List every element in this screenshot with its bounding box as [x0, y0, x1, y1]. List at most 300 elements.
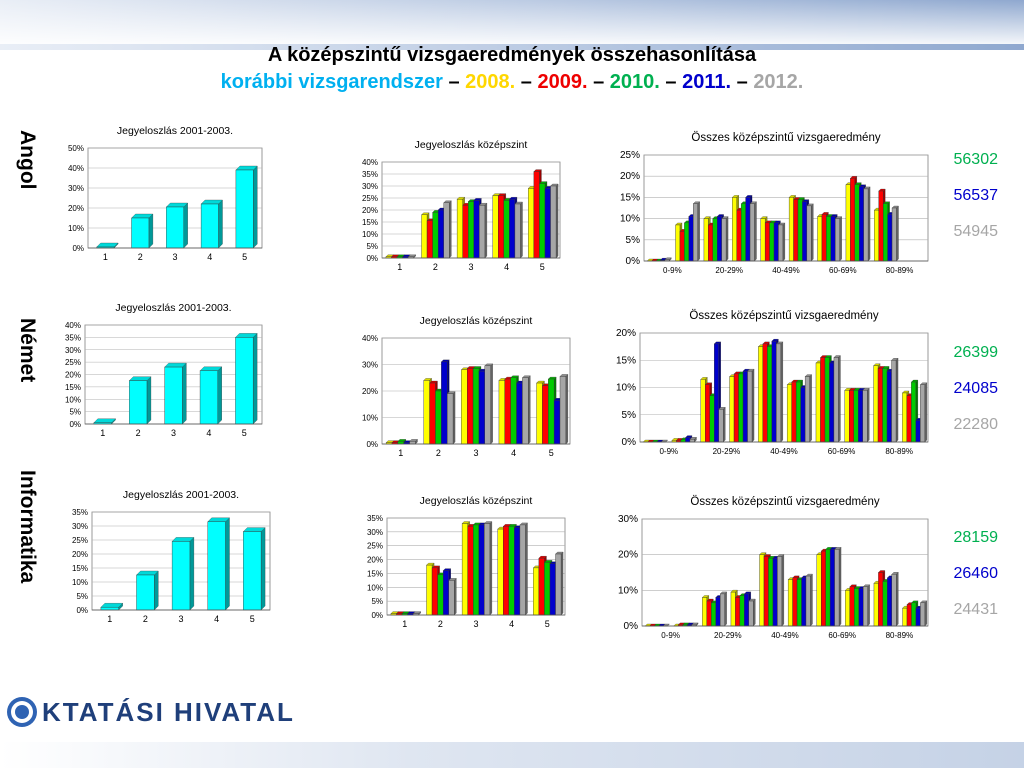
y-tick-label: 35% — [64, 333, 81, 343]
legend-2008: 2008. — [465, 71, 516, 93]
bar-2009.-2 — [427, 221, 433, 258]
y-tick-label: 10% — [64, 395, 81, 405]
bar-2011.-90-100% — [916, 420, 920, 442]
bar-2012.-60-69% — [835, 549, 839, 626]
bar-2008.-4 — [499, 380, 505, 444]
bar-korábbi vizsgarendszer-5 — [243, 532, 261, 610]
bar-side — [528, 376, 530, 444]
y-tick-label: 35% — [366, 514, 383, 523]
chart-nemet-ossz — [600, 290, 930, 460]
y-tick-label: 30% — [67, 184, 84, 193]
bar-2012.-5 — [560, 376, 566, 444]
bar-side — [218, 367, 222, 424]
bar-2012.-2 — [449, 580, 455, 615]
bar-2010.-30-39% — [740, 596, 744, 626]
bar-2010.-80-89% — [883, 581, 887, 626]
chart-angol-kozep — [340, 126, 570, 276]
y-tick-label: 20% — [67, 204, 84, 213]
bar-2012.-3 — [485, 366, 491, 444]
bar-side — [752, 369, 754, 442]
bar-2010.-10-19% — [684, 223, 688, 261]
bar-2010.-4 — [504, 200, 510, 258]
bar-2012.-70-79% — [863, 587, 867, 626]
bar-2008.-4 — [493, 196, 499, 258]
bar-side — [149, 214, 153, 248]
bar-2011.-70-79% — [859, 187, 863, 261]
bar-2009.-60-69% — [822, 214, 826, 261]
bar-korábbi vizsgarendszer-5 — [235, 337, 253, 424]
count-info-2010: 28159 — [953, 529, 998, 546]
bar-2010.-2 — [433, 212, 439, 258]
bar-2008.-30-39% — [730, 377, 734, 442]
count-nemet-2010: 26399 — [953, 344, 998, 361]
bar-2011.-2 — [441, 362, 447, 444]
y-tick-label: 25% — [361, 194, 378, 203]
bar-2011.-30-39% — [743, 371, 747, 442]
x-tick-label: 4 — [504, 262, 510, 272]
y-tick-label: 15% — [64, 382, 81, 392]
bar-2008.-90-100% — [902, 393, 906, 442]
bar-2009.-20-29% — [708, 225, 712, 261]
bar-side — [810, 574, 812, 626]
x-tick-label: 80-89% — [885, 631, 914, 640]
y-tick-label: 10% — [617, 585, 638, 597]
bar-2009.-60-69% — [820, 358, 824, 442]
count-nemet-2012: 22280 — [953, 416, 998, 433]
x-tick-label: 4 — [206, 428, 212, 438]
bar-side — [725, 592, 727, 626]
bar-side — [147, 377, 151, 424]
bar-2011.-20-29% — [716, 597, 720, 626]
bar-2009.-3 — [463, 205, 469, 258]
chart-angol-ossz — [600, 108, 930, 283]
x-tick-label: 1 — [107, 614, 113, 624]
bar-2009.-2 — [430, 383, 436, 444]
bar-korábbi vizsgarendszer-2 — [129, 381, 147, 424]
bar-2011.-80-89% — [888, 214, 892, 261]
bar-2012.-70-79% — [863, 390, 867, 442]
bar-2012.-4 — [520, 525, 526, 615]
y-tick-label: 20% — [361, 387, 378, 396]
y-tick-label: 25% — [619, 150, 640, 161]
bar-2010.-40-49% — [767, 347, 771, 442]
bar-2009.-60-69% — [821, 551, 825, 626]
bar-2012.-2 — [447, 394, 453, 444]
bar-korábbi vizsgarendszer-3 — [165, 367, 183, 424]
bar-side — [868, 585, 870, 626]
bar-2012.-20-29% — [722, 219, 726, 261]
bar-top — [165, 363, 187, 367]
bar-2009.-30-39% — [734, 374, 738, 442]
bar-2008.-3 — [457, 199, 463, 258]
x-tick-label: 2 — [432, 262, 438, 272]
bar-side — [490, 522, 492, 615]
bar-2009.-80-89% — [879, 191, 883, 261]
bar-2010.-50-59% — [796, 382, 800, 442]
x-tick-label: 0-9% — [661, 631, 680, 640]
x-tick-label: 5 — [544, 619, 550, 629]
bar-2010.-20-29% — [711, 603, 715, 626]
bar-side — [726, 217, 728, 261]
bar-side — [226, 518, 230, 610]
bar-top — [243, 528, 265, 532]
bar-2009.-40-49% — [763, 344, 767, 442]
y-tick-label: 30% — [366, 527, 383, 537]
bar-2008.-20-29% — [704, 219, 708, 261]
bar-side — [753, 599, 755, 626]
y-tick-label: 20% — [361, 206, 378, 215]
bar-top — [201, 200, 222, 204]
x-tick-label: 2 — [137, 252, 143, 262]
x-tick-label: 5 — [242, 252, 248, 262]
bar-side — [925, 601, 927, 626]
bar-2009.-30-39% — [737, 210, 741, 261]
chart-title: Jegyeloszlás középszint — [419, 495, 533, 507]
bar-2012.-2 — [444, 203, 450, 258]
bar-top — [94, 419, 116, 423]
x-tick-label: 20-29% — [715, 266, 743, 275]
legend-dash: – — [442, 71, 466, 93]
bar-side — [184, 203, 188, 248]
y-tick-label: 0% — [76, 606, 88, 615]
bar-2008.-60-69% — [818, 216, 822, 261]
bar-top — [236, 166, 257, 170]
bar-2012.-5 — [551, 186, 557, 258]
x-tick-label: 3 — [178, 614, 184, 624]
y-tick-label: 25% — [366, 541, 383, 551]
x-tick-label: 40-49% — [771, 631, 799, 640]
bar-2010.-30-39% — [741, 204, 745, 261]
bar-2009.-10-19% — [680, 231, 684, 261]
bar-2010.-60-69% — [826, 549, 830, 626]
x-tick-label: 1 — [397, 262, 403, 272]
bar-2010.-90-100% — [911, 603, 915, 626]
bar-2008.-50-59% — [788, 580, 792, 626]
count-info-2011: 26460 — [953, 565, 998, 582]
bar-korábbi vizsgarendszer-4 — [208, 522, 226, 610]
bar-2008.-2 — [422, 215, 428, 258]
bar-2010.-90-100% — [911, 382, 915, 442]
x-tick-label: 40-49% — [770, 447, 798, 456]
bar-2008.-40-49% — [761, 219, 765, 261]
bar-2009.-40-49% — [765, 223, 769, 261]
y-tick-label: 30% — [361, 360, 378, 370]
bar-2010.-2 — [435, 391, 441, 444]
bar-top — [97, 243, 118, 247]
bar-side — [783, 223, 785, 261]
y-tick-label: 10% — [361, 230, 378, 239]
x-tick-label: 1 — [102, 252, 108, 262]
bar-2009.-50-59% — [794, 200, 798, 261]
bar-2011.-2 — [443, 571, 449, 615]
bar-2011.-60-69% — [829, 363, 833, 442]
bar-2010.-50-59% — [798, 200, 802, 261]
bar-side — [867, 388, 869, 442]
bar-2008.-30-39% — [731, 592, 735, 626]
bar-top — [235, 333, 257, 337]
x-tick-label: 40-49% — [772, 266, 800, 275]
bar-side — [754, 202, 756, 261]
bar-top — [132, 214, 153, 218]
x-tick-label: 80-89% — [885, 447, 913, 456]
bar-2010.-20-29% — [713, 219, 717, 261]
legend-regi: korábbi vizsgarendszer — [220, 71, 443, 93]
x-tick-label: 1 — [402, 619, 408, 629]
bar-2009.-4 — [498, 196, 504, 258]
bar-2012.-60-69% — [834, 358, 838, 442]
bar-2010.-70-79% — [854, 589, 858, 626]
bar-2012.-3 — [479, 205, 485, 258]
bar-2009.-5 — [539, 558, 545, 615]
bar-2009.-2 — [432, 568, 438, 615]
bar-2008.-20-29% — [702, 597, 706, 626]
x-tick-label: 5 — [249, 614, 255, 624]
y-tick-label: 0% — [623, 621, 638, 632]
y-tick-label: 30% — [361, 182, 378, 191]
bar-2008.-80-89% — [874, 366, 878, 442]
bar-2010.-3 — [473, 368, 479, 444]
y-tick-label: 25% — [71, 536, 88, 545]
bar-2011.-3 — [479, 525, 485, 615]
x-tick-label: 20-29% — [712, 447, 741, 456]
bar-2010.-60-69% — [826, 216, 830, 261]
bar-side — [782, 554, 784, 626]
bar-2009.-80-89% — [878, 368, 882, 442]
row-label-angol: Angol — [16, 130, 39, 190]
bar-side — [261, 528, 265, 610]
legend-line — [0, 71, 1024, 94]
bar-2011.-60-69% — [831, 216, 835, 261]
bar-top — [200, 367, 222, 371]
y-tick-label: 0% — [371, 611, 383, 620]
bar-2012.-40-49% — [777, 556, 781, 626]
legend-2011: 2011. — [682, 71, 732, 93]
y-tick-label: 20% — [366, 555, 383, 565]
y-tick-label: 30% — [617, 514, 638, 525]
bar-side — [453, 392, 455, 444]
bar-2008.-40-49% — [758, 347, 762, 442]
bar-side — [253, 166, 257, 248]
x-tick-label: 3 — [170, 428, 177, 438]
x-tick-label: 3 — [468, 262, 474, 272]
bar-2008.-70-79% — [845, 590, 849, 626]
bar-2009.-20-29% — [705, 385, 709, 442]
bar-2010.-4 — [509, 526, 515, 615]
bar-korábbi vizsgarendszer-2 — [132, 218, 149, 248]
chart-nemet-kozep — [340, 303, 570, 473]
bar-2012.-80-89% — [892, 208, 896, 261]
bar-2012.-10-19% — [693, 204, 697, 261]
bar-korábbi vizsgarendszer-3 — [172, 541, 190, 610]
bar-side — [698, 202, 700, 261]
x-tick-label: 2 — [437, 619, 443, 629]
bar-2012.-40-49% — [776, 344, 780, 442]
bar-2008.-80-89% — [874, 210, 878, 261]
x-tick-label: 80-89% — [885, 266, 914, 275]
count-angol-2011: 56537 — [953, 187, 998, 204]
legend-dash: – — [659, 71, 683, 93]
bar-2008.-3 — [461, 370, 467, 444]
bar-2011.-10-19% — [689, 216, 693, 261]
bar-2012.-90-100% — [920, 603, 924, 626]
bar-top — [137, 571, 159, 575]
bar-2008.-5 — [533, 568, 539, 615]
bar-2012.-30-39% — [748, 371, 752, 442]
bar-2011.-50-59% — [801, 388, 805, 443]
y-tick-label: 30% — [64, 345, 81, 355]
bar-2011.-80-89% — [887, 578, 891, 626]
bar-side — [520, 202, 522, 258]
bar-2008.-40-49% — [760, 555, 764, 626]
bar-2012.-50-59% — [805, 377, 809, 442]
x-tick-label: 60-69% — [827, 447, 856, 456]
bar-korábbi vizsgarendszer-1 — [101, 607, 119, 610]
bar-korábbi vizsgarendszer-4 — [200, 371, 218, 424]
bar-2011.-3 — [479, 371, 485, 444]
bar-side — [840, 217, 842, 261]
bar-2009.-50-59% — [793, 578, 797, 626]
y-tick-label: 10% — [71, 578, 88, 587]
bar-2010.-70-79% — [855, 185, 859, 261]
y-tick-label: 5% — [366, 242, 378, 251]
chart-title: Jegyeloszlás középszint — [414, 139, 528, 151]
bar-2010.-40-49% — [768, 558, 772, 626]
bar-2010.-40-49% — [770, 223, 774, 261]
bar-2012.-90-100% — [920, 385, 924, 442]
bar-2008.-4 — [498, 529, 504, 615]
legend-dash: – — [731, 71, 754, 93]
bar-2011.-4 — [517, 383, 523, 444]
legend-dash: – — [515, 71, 538, 93]
bar-2011.-80-89% — [887, 371, 891, 442]
bar-2012.-30-39% — [750, 204, 754, 261]
bar-2011.-5 — [554, 400, 560, 444]
x-tick-label: 2 — [135, 428, 141, 438]
bar-top — [172, 537, 194, 541]
bar-2011.-30-39% — [744, 594, 748, 626]
bar-2010.-60-69% — [825, 358, 829, 442]
bar-korábbi vizsgarendszer-4 — [201, 204, 218, 248]
bar-2011.-70-79% — [858, 390, 862, 442]
bar-2011.-3 — [474, 200, 480, 258]
bar-2008.-5 — [537, 383, 543, 444]
y-tick-label: 40% — [361, 158, 378, 167]
x-tick-label: 5 — [539, 262, 545, 272]
bar-2008.-60-69% — [816, 363, 820, 442]
x-tick-label: 5 — [548, 448, 554, 458]
bar-2008.-2 — [424, 380, 430, 444]
bar-2008.-3 — [462, 524, 468, 615]
bar-2009.-80-89% — [878, 573, 882, 627]
bar-side — [896, 358, 898, 442]
bar-side — [838, 356, 840, 442]
bar-side — [810, 375, 812, 442]
y-tick-label: 20% — [615, 328, 636, 339]
bar-2009.-50-59% — [792, 382, 796, 442]
bar-2012.-80-89% — [892, 574, 896, 626]
y-tick-label: 40% — [361, 334, 378, 343]
y-tick-label: 50% — [67, 144, 84, 153]
y-tick-label: 25% — [64, 358, 81, 368]
y-tick-label: 10% — [366, 583, 383, 593]
bar-side — [896, 206, 898, 261]
x-tick-label: 4 — [214, 614, 220, 624]
x-tick-label: 0-9% — [663, 266, 682, 275]
page-title: A középszintű vizsgaeredmények összehasonlítása — [267, 44, 757, 66]
bar-2012.-70-79% — [864, 189, 868, 261]
bar-side — [896, 572, 898, 626]
bar-2008.-90-100% — [903, 608, 907, 626]
chart-title: Jegyeloszlás 2001-2003. — [122, 489, 240, 501]
bar-side — [525, 523, 527, 615]
chart-angol-regi — [56, 118, 276, 268]
bar-2012.-80-89% — [892, 360, 896, 442]
legend-2009: 2009. — [537, 71, 588, 93]
bar-2011.-4 — [509, 199, 515, 258]
bar-2012.-30-39% — [749, 601, 753, 626]
y-tick-label: 20% — [617, 549, 638, 561]
bar-2008.-10-19% — [676, 225, 680, 261]
bar-2012.-3 — [484, 524, 490, 615]
bar-top — [208, 518, 230, 522]
bar-2008.-70-79% — [845, 390, 849, 442]
chart-title: Összes középszintű vizsgaeredmény — [689, 310, 879, 322]
chart-title: Jegyeloszlás középszint — [419, 315, 533, 327]
legend-2010: 2010. — [609, 71, 660, 93]
y-tick-label: 20% — [64, 370, 81, 380]
legend-2012: 2012. — [753, 71, 804, 93]
y-tick-label: 35% — [361, 170, 378, 179]
bar-2008.-50-59% — [787, 385, 791, 442]
bar-2010.-70-79% — [854, 390, 858, 442]
logo-text: KTATÁSI HIVATAL — [42, 697, 295, 727]
bar-2010.-80-89% — [883, 204, 887, 261]
y-tick-label: 15% — [619, 192, 640, 204]
y-tick-label: 15% — [366, 569, 383, 579]
bar-2012.-50-59% — [807, 206, 811, 261]
bar-2012.-40-49% — [778, 225, 782, 261]
bar-korábbi vizsgarendszer-5 — [236, 170, 253, 248]
bar-2009.-20-29% — [707, 601, 711, 626]
bar-2011.-5 — [545, 188, 551, 258]
bar-side — [182, 363, 186, 424]
bar-2011.-5 — [550, 564, 556, 615]
chart-info-kozep — [340, 483, 570, 633]
bottom-gradient-band — [0, 742, 1024, 768]
bar-side — [491, 364, 493, 444]
y-tick-label: 40% — [64, 321, 81, 330]
y-tick-label: 0% — [621, 437, 636, 448]
bar-2008.-2 — [427, 565, 433, 615]
x-tick-label: 2 — [142, 614, 148, 624]
x-tick-label: 3 — [473, 448, 479, 458]
y-tick-label: 5% — [625, 234, 640, 246]
bar-2009.-90-100% — [907, 396, 911, 442]
row-label-informatika: Informatika — [16, 470, 39, 584]
x-tick-label: 3 — [473, 619, 479, 629]
x-tick-label: 2 — [435, 448, 441, 458]
bar-2009.-5 — [534, 172, 540, 258]
y-tick-label: 15% — [361, 218, 378, 227]
bar-2010.-5 — [548, 379, 554, 444]
y-tick-label: 0% — [625, 256, 640, 267]
bar-korábbi vizsgarendszer-3 — [166, 207, 183, 248]
x-tick-label: 3 — [172, 252, 178, 262]
y-tick-label: 5% — [76, 592, 88, 601]
bar-2011.-40-49% — [774, 223, 778, 261]
bar-2008.-30-39% — [732, 197, 736, 261]
chart-info-ossz — [600, 476, 930, 646]
